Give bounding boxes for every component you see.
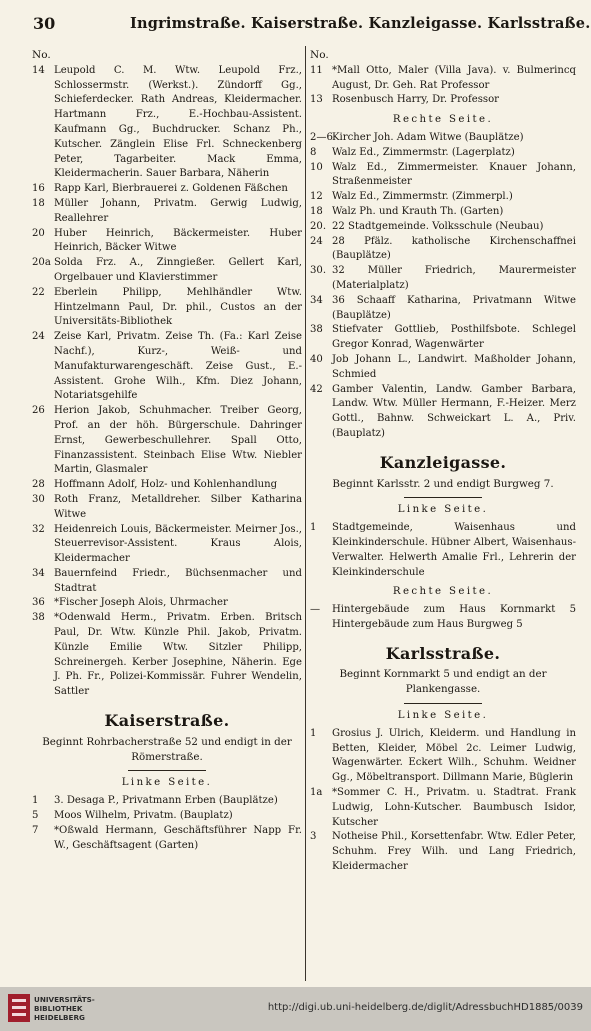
resident-text: Notheise Phil., Korsettenfabr. Wtw. Edler Peter, Schuhm. Frey Wilh. und Lang Friedrich, Kleidermacher [332,831,576,873]
house-number: 14 [32,64,45,76]
house-number: 20 [32,227,45,239]
resident-text: Moos Wilhelm, Privatm. (Bauplatz) [54,810,233,822]
side-heading: Rechte Seite. [392,586,494,598]
house-number: 13 [310,94,323,106]
resident-text: Roth Franz, Metalldreher. Silber Katharina Witwe [54,493,302,520]
right-column [310,48,576,875]
page-number: 30 [33,14,56,33]
resident-text: Hintergebäude zum Haus Kornmarkt 5 Hintergebäude zum Haus Burgweg 5 [332,604,576,630]
logo-stripe [12,1013,26,1016]
directory-entry [310,264,576,294]
street-description: Beginnt Kornmarkt 5 und endigt an der Plankengasse. [339,668,547,696]
house-number: 38 [310,324,323,336]
side-heading: Linke Seite. [397,504,489,516]
house-number: 12 [310,191,323,203]
column-divider [305,46,306,981]
directory-entry [310,786,576,830]
house-number: 1a [310,787,323,799]
resident-text: Walz Ed., Zimmermstr. (Zimmerpl.) [332,191,513,203]
directory-entry [310,146,576,161]
directory-entry [32,493,302,523]
house-number: 18 [310,205,323,217]
house-number: 38 [32,612,45,624]
directory-entry [32,611,302,700]
resident-text: Stadtgemeinde, Waisenhaus und Kleinkinderschule. Hübner Albert, Waisenhaus-Verwalter. Helwerth Amalie Frl., Lehrerin der Kleinkinderschule [332,522,576,578]
side-heading: Rechte Seite. [392,114,494,126]
house-number: 32 [32,523,45,535]
directory-entry [310,323,576,353]
section-title-kanzleigasse: Kanzleigasse. [379,452,507,472]
house-number: 16 [32,183,45,195]
directory-entry [32,330,302,404]
resident-text: Rosenbusch Harry, Dr. Professor [332,94,499,106]
page-header [0,8,591,42]
house-number: 18 [32,197,45,209]
resident-text: Walz Ph. und Krauth Th. (Garten) [332,205,504,217]
directory-entry [310,353,576,383]
directory-entry [310,205,576,220]
resident-text: Walz Ed., Zimmermstr. (Lagerplatz) [332,146,515,158]
entry-list [32,794,302,853]
entry-list [310,727,576,875]
library-name: UNIVERSITÄTS- BIBLIOTHEK HEIDELBERG [34,995,95,1022]
directory-entry [310,294,576,324]
directory-entry [310,521,576,580]
entry-list [32,64,302,700]
house-number: 40 [310,353,323,365]
resident-text: Leupold C. M. Wtw. Leupold Frz., Schlossermstr. (Werkst.). Zündorff Gg., Schieferdecker. Rath Andreas, Kleidermacher. Hartmann Frz., E.-Hochbau-Assistent. Kaufmann Gg., Buchdrucker. Schanz Ph., Kutscher. Zänglein Elise Frl. Schneckenberg Peter, Tagarbeiter. Mack Emma, Kleidermacherin. Sauer Barbara, Näherin [54,64,302,180]
resident-text: Job Johann L., Landwirt. Maßholder Johann, Schmied [332,353,576,380]
resident-text: *Odenwald Herm., Privatm. Erben. Britsch Paul, Dr. Wtw. Künzle Phil. Jakob, Privatm. Künzle Emilie Wtw. Sitzler Philipp, Schreinergeh. Kerber Josephine, Näherin. Ege J. Ph. Fr., Polizei-Kommissär. Fuhrer Wendelin, Sattler [54,612,302,698]
house-number: 34 [310,294,323,306]
resident-text: *Sommer C. H., Privatm. u. Stadtrat. Frank Ludwig, Lohn-Kutscher. Baumbusch Isidor, Kutscher [332,787,576,828]
directory-entry [310,220,576,235]
directory-entry [310,727,576,786]
directory-entry [32,404,302,478]
separator-rule [404,497,482,498]
resident-text: *Mall Otto, Maler (Villa Java). v. Bulmerincq August, Dr. Geh. Rat Professor [332,64,576,91]
directory-entry [32,197,302,227]
directory-entry [32,256,302,286]
resident-text: *Oßwald Hermann, Geschäftsführer Napp Fr. W., Geschäftsagent (Garten) [54,824,302,851]
house-number: 1 [310,522,317,534]
resident-text: Huber Heinrich, Bäckermeister. Huber Heinrich, Bäcker Witwe [54,227,302,254]
house-number: 30. [310,265,327,277]
directory-entry [310,190,576,205]
logo-stripe [12,999,26,1002]
directory-entry [310,161,576,191]
resident-text: Kircher Joh. Adam Witwe (Bauplätze) [332,131,524,143]
resident-text: Eberlein Philipp, Mehlhändler Wtw. Hintzelmann Paul, Dr. phil., Custos an der Universitäts-Bibliothek [54,286,302,328]
house-number: 36 [32,597,45,609]
house-number: 22 [32,286,45,298]
resident-text: Solda Frz. A., Zinngießer. Gellert Karl, Orgelbauer und Klavierstimmer [54,257,302,283]
house-number: 11 [310,64,323,76]
section-title-karlsstrasse: Karlsstraße. [385,643,501,663]
side-heading: Linke Seite. [397,710,489,722]
directory-entry [32,64,302,182]
resident-text: 3. Desaga P., Privatmann Erben (Bauplätze) [54,795,278,807]
resident-text: Gamber Valentin, Landw. Gamber Barbara, Landw. Wtw. Müller Hermann, F.-Heizer. Merz Gottl., Bahnw. Schweickart L. A., Priv. (Bauplatz) [332,383,576,439]
directory-entry [32,478,302,493]
house-number: 3 [310,831,317,843]
directory-entry [32,809,302,824]
house-number: 24 [310,235,323,247]
directory-entry [310,64,576,94]
house-number: 10 [310,161,323,173]
section-title-kaiserstrasse: Kaiserstraße. [104,711,230,731]
permalink-url[interactable]: http://digi.ub.uni-heidelberg.de/diglit/AdressbuchHD1885/0039 [267,1002,583,1013]
directory-entry [32,567,302,597]
house-number: 24 [32,331,45,343]
directory-entry [310,830,576,874]
running-title: Ingrimstraße. Kaiserstraße. Kanzleigasse. Karlsstraße. [130,15,591,32]
house-number: — [310,604,321,616]
resident-text: Müller Johann, Privatm. Gerwig Ludwig, Reallehrer [54,197,302,224]
directory-entry [32,182,302,197]
separator-rule [404,703,482,704]
directory-entry [32,227,302,257]
house-number: 26 [32,405,45,417]
resident-text: Hoffmann Adolf, Holz- und Kohlenhandlung [54,479,278,491]
resident-text: Grosius J. Ulrich, Kleiderm. und Handlung in Betten, Kleider, Möbel 2c. Leimer Ludwig, Wagenwärter. Eckert Wilh., Schuhm. Weidner Gg., Möbeltransport. Dillmann Marie, Büglerin [332,727,576,784]
resident-text: Walz Ed., Zimmermeister. Knauer Johann, Straßenmeister [332,161,576,188]
house-number: 1 [310,727,317,739]
no-label: No. [32,49,51,61]
house-number: 20. [310,220,327,232]
directory-entry [310,131,576,146]
directory-entry [310,603,576,633]
directory-entry [310,235,576,265]
resident-text: Rapp Karl, Bierbrauerei z. Goldenen Fäßchen [54,183,288,195]
logo-stripe [12,1006,26,1009]
resident-text: 32 Müller Friedrich, Maurermeister (Materialplatz) [332,265,576,291]
footer-bar [0,987,591,1031]
resident-text: 22 Stadtgemeinde. Volksschule (Neubau) [332,220,544,232]
side-heading: Linke Seite. [121,777,213,789]
left-column [32,48,302,853]
directory-entry [310,383,576,442]
resident-text: Heidenreich Louis, Bäckermeister. Meirner Jos., Steuerrevisor-Assistent. Kraus Alois, Kleidermacher [54,523,302,565]
resident-text: 28 Pfälz. katholische Kirchenschaffnei (Bauplätze) [332,235,576,262]
resident-text: 36 Schaaff Katharina, Privatmann Witwe (Bauplätze) [332,294,576,321]
separator-rule [128,770,206,771]
house-number: 7 [32,824,39,836]
house-number: 30 [32,493,45,505]
no-label: No. [310,49,329,61]
resident-text: Herion Jakob, Schuhmacher. Treiber Georg, Prof. an der höh. Bürgerschule. Dahringer Ernst, Gewerbeschullehrer. Spall Otto, Finanzassistent. Steinbach Elise Wtw. Niebler Martin, Glasmaler [54,405,302,476]
directory-entry [32,596,302,611]
entry-list [310,131,576,442]
house-number: 5 [32,810,39,822]
directory-entry [310,93,576,108]
house-number: 1 [32,795,39,807]
house-number: 2—6 [310,131,333,143]
resident-text: Bauernfeind Friedr., Büchsenmacher und Stadtrat [54,567,302,594]
house-number: 28 [32,479,45,491]
entry-list [310,521,576,580]
resident-text: *Fischer Joseph Alois, Uhrmacher [54,597,228,609]
resident-text: Stiefvater Gottlieb, Posthilfsbote. Schlegel Gregor Konrad, Wagenwärter [332,324,576,351]
directory-entry [32,286,302,330]
library-logo-icon [8,994,30,1022]
street-description: Beginnt Rohrbacherstraße 52 und endigt in der Römerstraße. [42,735,292,763]
house-number: 42 [310,383,323,395]
street-description: Beginnt Karlsstr. 2 und endigt Burgweg 7. [332,477,554,490]
resident-text: Zeise Karl, Privatm. Zeise Th. (Fa.: Karl Zeise Nachf.), Kurz-, Weiß- und Manufakturwarengeschäft. Zeise Gust., E.-Assistent. Grohe Wilh., Kfm. Diez Johann, Notariatsgehilfe [54,331,302,402]
directory-entry [32,523,302,567]
entry-list [310,603,576,633]
house-number: 34 [32,567,45,579]
house-number: 8 [310,146,317,158]
directory-entry [32,794,302,809]
directory-entry [32,824,302,854]
house-number: 20a [32,257,51,269]
entry-list [310,64,576,108]
